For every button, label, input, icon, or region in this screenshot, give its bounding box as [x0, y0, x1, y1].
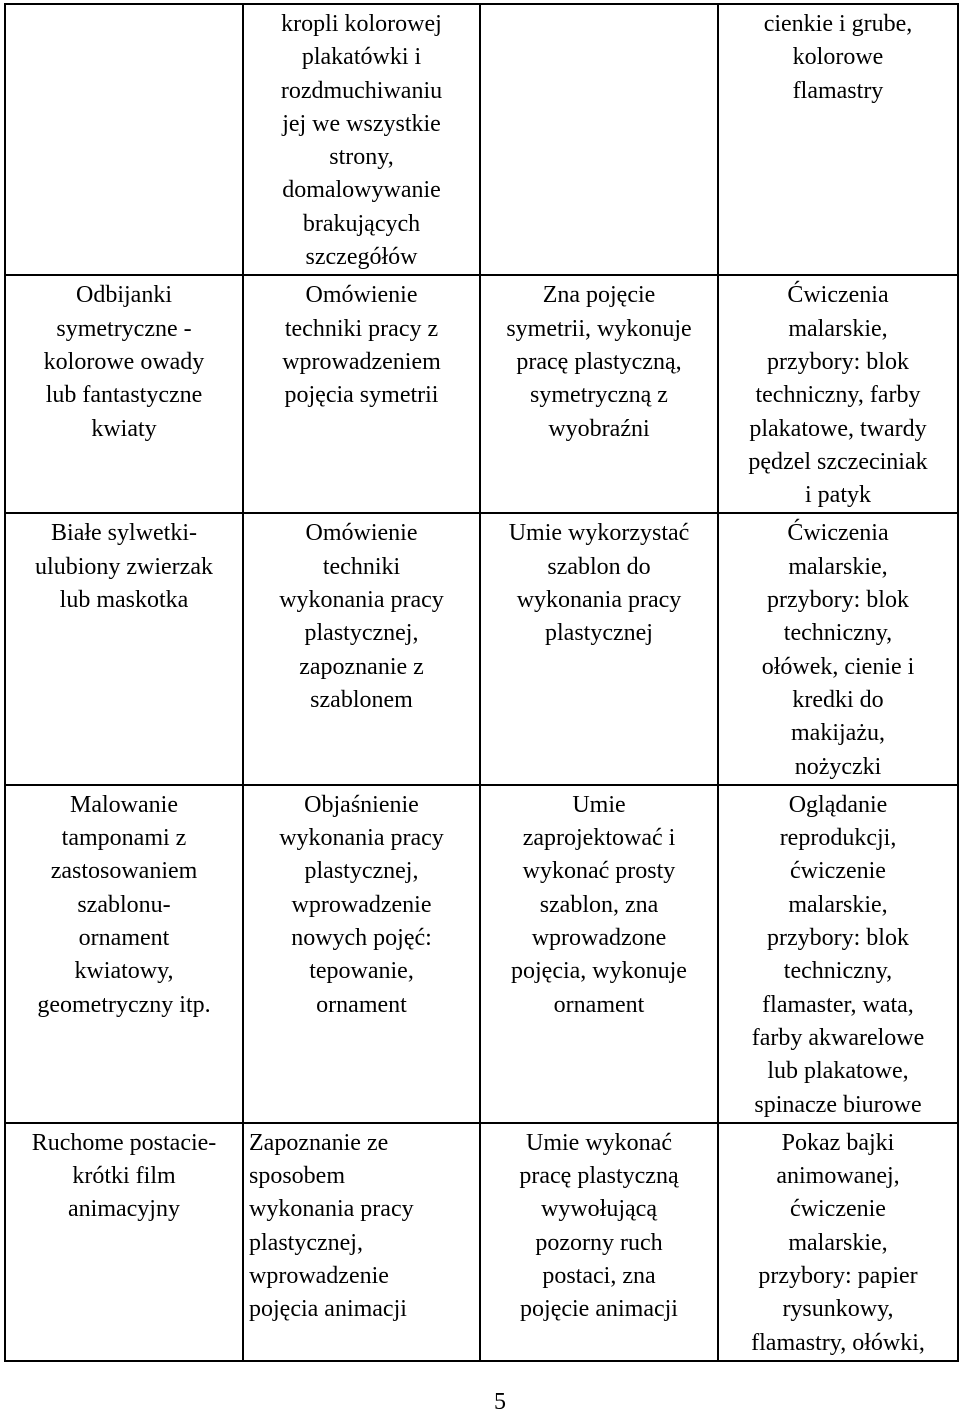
- outcomes-cell: Zna pojęcie symetrii, wykonuje pracę plastyczną, symetryczną z wyobraźni: [480, 275, 718, 513]
- topic-cell: Odbijanki symetryczne - kolorowe owady lub fantastyczne kwiaty: [5, 275, 243, 513]
- activities-cell: Objaśnienie wykonania pracy plastycznej, wprowadzenie nowych pojęć: tepowanie, ornament: [243, 785, 480, 1123]
- activities-cell: Zapoznanie ze sposobem wykonania pracy plastycznej, wprowadzenie pojęcia animacji: [243, 1123, 480, 1361]
- outcomes-cell: Umie wykorzystać szablon do wykonania pracy plastycznej: [480, 513, 718, 784]
- outcomes-cell: [480, 4, 718, 275]
- activities-cell: kropli kolorowej plakatówki i rozdmuchiwaniu jej we wszystkie strony, domalowywanie brakujących szczegółów: [243, 4, 480, 275]
- lesson-plan-table: [4, 3, 959, 1362]
- outcomes-cell: Umie wykonać pracę plastyczną wywołującą pozorny ruch postaci, zna pojęcie animacji: [480, 1123, 718, 1361]
- page-number: 5: [494, 1389, 506, 1415]
- table-row: [5, 785, 958, 1123]
- materials-cell: cienkie i grube, kolorowe flamastry: [718, 4, 958, 275]
- table-row: [5, 513, 958, 784]
- activities-cell: Omówienie techniki pracy z wprowadzeniem pojęcia symetrii: [243, 275, 480, 513]
- materials-cell: Pokaz bajki animowanej, ćwiczenie malarskie, przybory: papier rysunkowy, flamastry, ołówki,: [718, 1123, 958, 1361]
- materials-cell: Ćwiczenia malarskie, przybory: blok techniczny, farby plakatowe, twardy pędzel szczeciniak i patyk: [718, 275, 958, 513]
- materials-cell: Oglądanie reprodukcji, ćwiczenie malarskie, przybory: blok techniczny, flamaster, wata, farby akwarelowe lub plakatowe, spinacze biurowe: [718, 785, 958, 1123]
- topic-cell: [5, 4, 243, 275]
- materials-cell: Ćwiczenia malarskie, przybory: blok techniczny, ołówek, cienie i kredki do makijażu, nożyczki: [718, 513, 958, 784]
- activities-cell: Omówienie techniki wykonania pracy plastycznej, zapoznanie z szablonem: [243, 513, 480, 784]
- table-row: [5, 275, 958, 513]
- topic-cell: Ruchome postacie- krótki film animacyjny: [5, 1123, 243, 1361]
- topic-cell: Białe sylwetki- ulubiony zwierzak lub maskotka: [5, 513, 243, 784]
- table-row: [5, 1123, 958, 1361]
- outcomes-cell: Umie zaprojektować i wykonać prosty szablon, zna wprowadzone pojęcia, wykonuje ornament: [480, 785, 718, 1123]
- table-row: [5, 4, 958, 275]
- topic-cell: Malowanie tamponami z zastosowaniem szablonu- ornament kwiatowy, geometryczny itp.: [5, 785, 243, 1123]
